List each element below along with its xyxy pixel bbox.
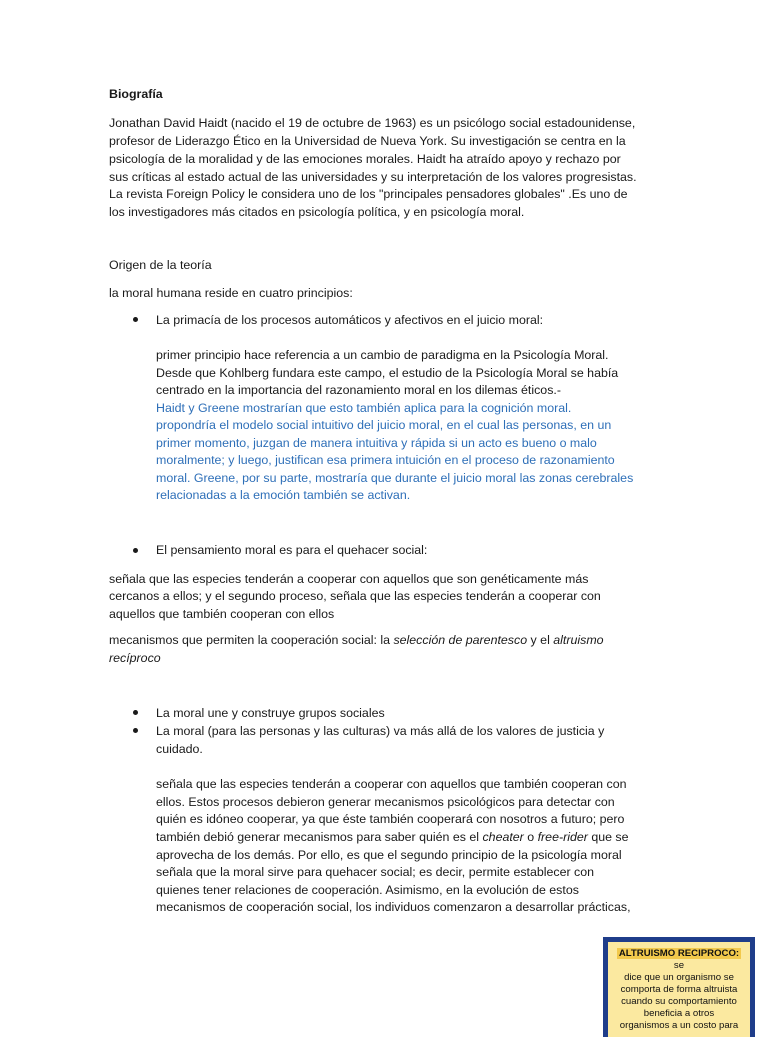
bio-line: psicología de la moralidad y de las emociones morales. Haidt ha atraído apoyo y rechazo por <box>109 152 621 166</box>
origin-intro: la moral humana reside en cuatro principios: <box>109 286 353 300</box>
principle-2-text: cercanos a ellos; y el segundo proceso, señala que las especies tenderán a cooperar con <box>109 589 601 603</box>
principle-1-blue-text: moralmente; y luego, justifican esa primera intuición en el proceso de razonamiento <box>156 453 615 467</box>
principle-4-text: aprovecha de los demás. Por ello, es que el segundo principio de la psicología moral <box>156 848 622 862</box>
principle-4-text: quién es idóneo cooperar, ya que éste también cooperará con nosotros a futuro; pero <box>156 812 625 826</box>
bio-line: los investigadores más citados en psicología política, y en psicología moral. <box>109 205 525 219</box>
principle-4-text: señala que las especies tenderán a cooperar con aquellos que también cooperan con <box>156 777 627 791</box>
bullet-icon <box>133 548 138 553</box>
origin-heading: Origen de la teoría <box>109 258 212 272</box>
principle-4-text: ellos. Estos procesos debieron generar mecanismos psicológicos para detectar con <box>156 795 615 809</box>
text-segment: o <box>523 830 538 844</box>
principle-4-text: quienes tener relaciones de cooperación. Asimismo, en la evolución de estos <box>156 883 579 897</box>
principle-2-text: señala que las especies tenderán a cooperar con aquellos que son genéticamente más <box>109 572 589 586</box>
principle-4-text: mecanismos de cooperación social, los individuos comenzaron a desarrollar prácticas, <box>156 900 631 914</box>
sticky-note-line <box>612 948 746 972</box>
sticky-note-line: organismos a un costo para <box>619 1020 739 1031</box>
sticky-note-line: comporta de forma altruista <box>620 984 738 995</box>
principle-1-text: Desde que Kohlberg fundara este campo, el estudio de la Psicología Moral se había <box>156 366 619 380</box>
principle-1-title: La primacía de los procesos automáticos y afectivos en el juicio moral: <box>156 313 544 327</box>
sticky-note <box>603 937 755 1037</box>
principle-1-blue-text: moral. Greene, por su parte, mostraría que durante el juicio moral las zonas cerebrales <box>156 471 634 485</box>
sticky-note-text: se <box>673 960 685 971</box>
bio-line: profesor de Liderazgo Ético en la Universidad de Nueva York. Su investigación se centra en la <box>109 134 626 148</box>
principle-2-text: aquellos que también cooperan con ellos <box>109 607 335 621</box>
principle-1-blue-text: primer momento, juzgan de manera intuitiva y rápida si un acto es bueno o malo <box>156 436 597 450</box>
bullet-icon <box>133 710 138 715</box>
bio-heading: Biografía <box>109 87 163 101</box>
term-free-rider: free-rider <box>537 830 588 844</box>
bullet-icon <box>133 317 138 322</box>
principle-1-text: centrado en la importancia del razonamiento moral en los dilemas éticos.- <box>156 383 561 397</box>
term-cheater: cheater <box>482 830 524 844</box>
principle-1-text: primer principio hace referencia a un cambio de paradigma en la Psicología Moral. <box>156 348 609 362</box>
principle-1-blue-text: propondría el modelo social intuitivo del juicio moral, en el cual las personas, en un <box>156 418 612 432</box>
sticky-note-line: beneficia a otros <box>643 1008 715 1019</box>
principle-2-title: El pensamiento moral es para el quehacer social: <box>156 543 428 557</box>
principle-1-blue-text: Haidt y Greene mostrarían que esto también aplica para la cognición moral. <box>156 401 572 415</box>
term-altruism: altruismo <box>553 633 604 647</box>
mechanisms-prefix: mecanismos que permiten la cooperación social: la <box>109 633 394 647</box>
principle-4-text: señala que la moral sirve para quehacer social; es decir, permite establecer con <box>156 865 595 879</box>
bio-line: La revista Foreign Policy le considera uno de los "principales pensadores globales" .Es uno de <box>109 187 628 201</box>
sticky-note-line: cuando su comportamiento <box>621 996 737 1007</box>
principle-4-text <box>156 828 629 846</box>
bullet-icon <box>133 728 138 733</box>
sticky-note-body <box>608 942 750 1037</box>
bio-line: sus críticas al estado actual de las universidades y su interpretación de los valores progresistas. <box>109 170 637 184</box>
mechanisms-line-2 <box>109 649 161 667</box>
mechanisms-line <box>109 631 604 649</box>
principle-3-title: La moral une y construye grupos sociales <box>156 706 385 720</box>
sticky-note-title: ALTRUISMO RECIPROCO: <box>618 948 740 959</box>
mechanisms-mid: y el <box>527 633 554 647</box>
principle-1-blue-text: relacionadas a la emoción también se activan. <box>156 488 411 502</box>
text-segment: también debió generar mecanismos para saber quién es el <box>156 830 483 844</box>
principle-4-title-cont: cuidado. <box>156 742 203 756</box>
term-reciprocal: recíproco <box>109 651 161 665</box>
text-segment: que se <box>587 830 629 844</box>
sticky-note-line: dice que un organismo se <box>624 972 734 983</box>
principle-4-title: La moral (para las personas y las culturas) va más allá de los valores de justicia y <box>156 724 605 738</box>
term-kin-selection: selección de parentesco <box>393 633 528 647</box>
bio-line: Jonathan David Haidt (nacido el 19 de octubre de 1963) es un psicólogo social estadounidense, <box>109 116 636 130</box>
